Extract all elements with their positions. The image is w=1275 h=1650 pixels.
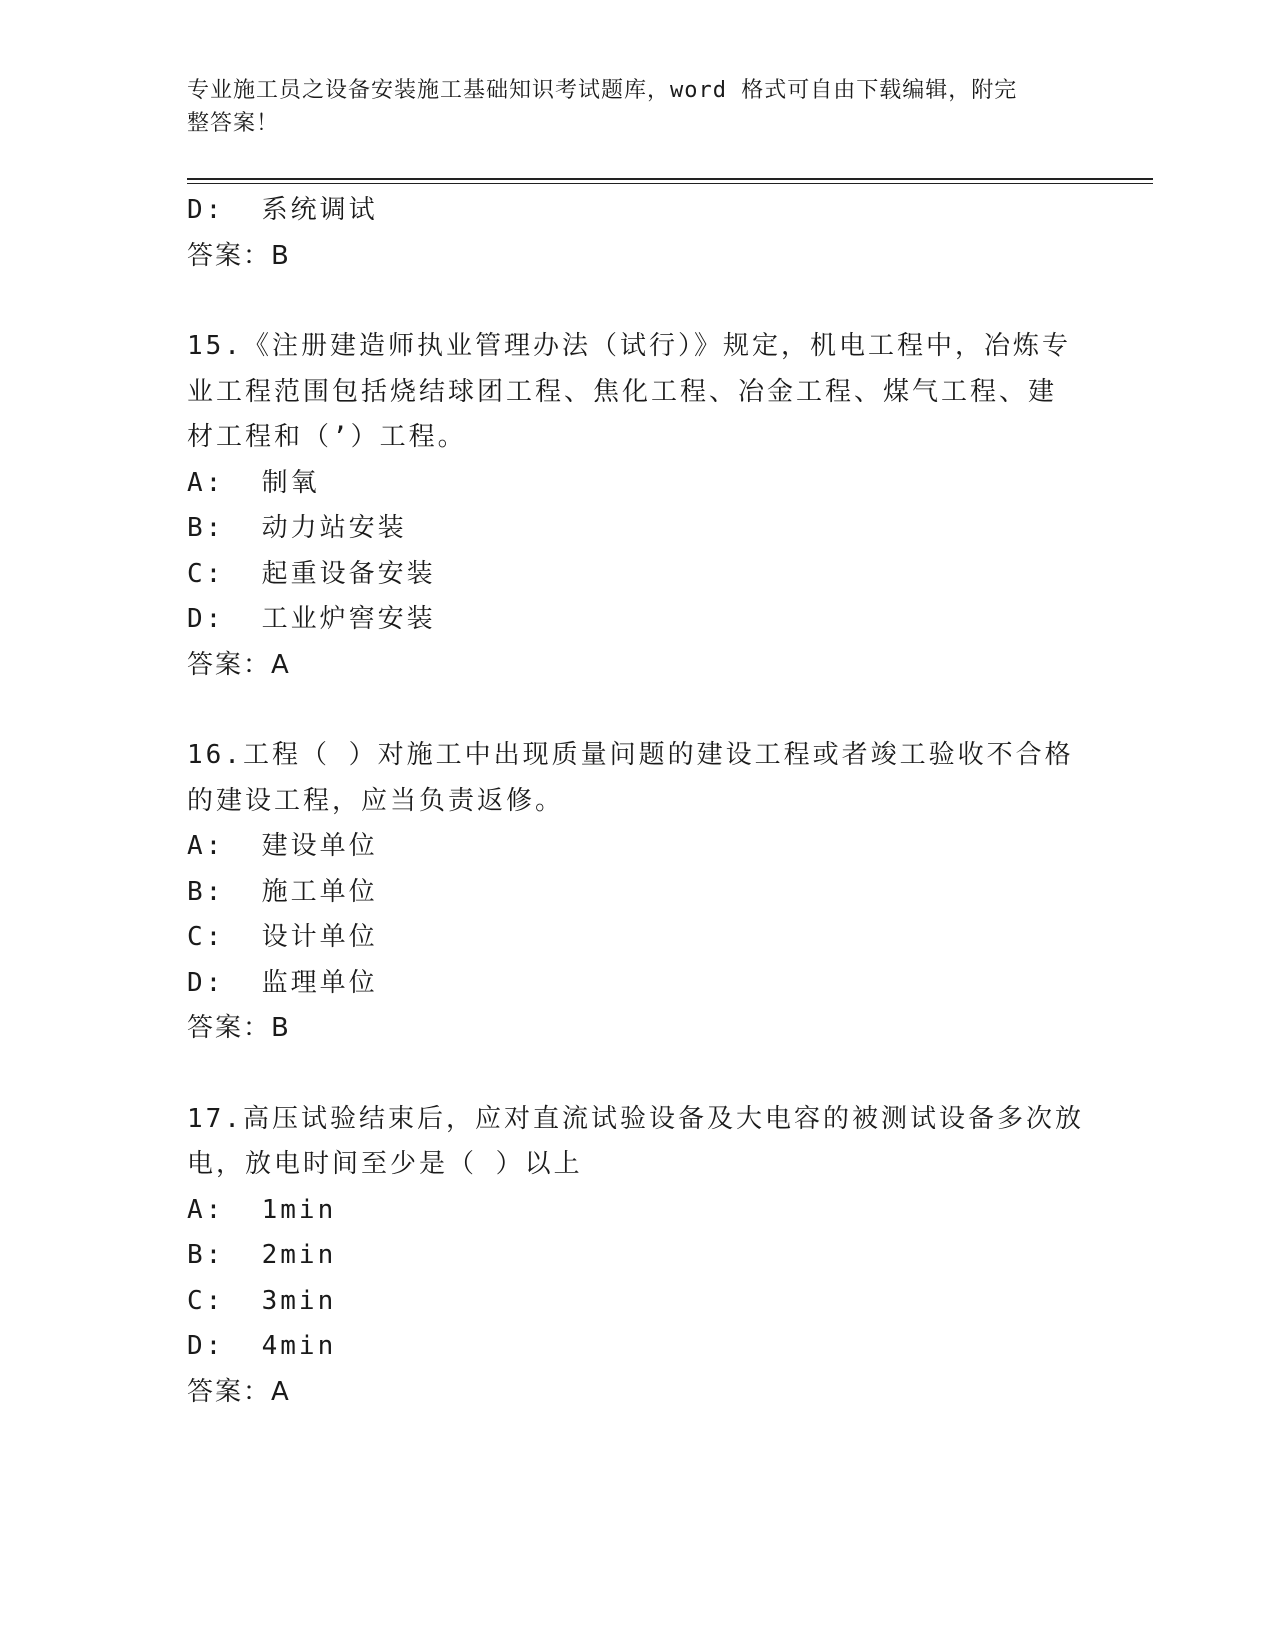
answer-line: 答案：A <box>187 649 291 680</box>
previous-question-tail <box>187 188 1087 279</box>
header-title-line2: 整答案！ <box>187 111 280 136</box>
question-text-line: 16.工程（ ）对施工中出现质量问题的建设工程或者竣工验收不合格 <box>187 740 1074 770</box>
question-text-line: 业工程范围包括烧结球团工程、焦化工程、冶金工程、煤气工程、建 <box>187 376 1058 407</box>
answer-line: 答案：B <box>187 240 291 271</box>
question-15 <box>187 324 1087 688</box>
question-text-line: 电，放电时间至少是（ ）以上 <box>187 1149 583 1179</box>
option-a: A: 建设单位 <box>187 831 378 861</box>
option-c: C: 3min <box>187 1285 337 1316</box>
question-17 <box>187 1097 1087 1416</box>
option-d: D: 工业炉窖安装 <box>187 604 436 634</box>
option-c: C: 设计单位 <box>187 922 378 952</box>
document-body <box>187 188 1087 1415</box>
question-text-line: 材工程和（’）工程。 <box>187 422 467 452</box>
option-a: A: 制氧 <box>187 467 320 498</box>
question-text-line: 17.高压试验结束后，应对直流试验设备及大电容的被测试设备多次放 <box>187 1103 1084 1134</box>
option-b: B: 动力站安装 <box>187 513 407 543</box>
document-header <box>187 74 1067 140</box>
question-16 <box>187 733 1087 1052</box>
option-b: B: 施工单位 <box>187 876 378 907</box>
header-divider-thin <box>187 183 1153 184</box>
option-b: B: 2min <box>187 1240 337 1270</box>
question-text-line: 的建设工程，应当负责返修。 <box>187 785 565 816</box>
option-c: C: 起重设备安装 <box>187 558 436 589</box>
header-divider-thick <box>187 178 1153 180</box>
option-a: A: 1min <box>187 1194 337 1225</box>
option-d: D: 监理单位 <box>187 967 378 998</box>
answer-line: 答案：B <box>187 1013 291 1043</box>
answer-line: 答案：A <box>187 1376 291 1407</box>
option-d: D: 4min <box>187 1331 337 1361</box>
option-d: D: 系统调试 <box>187 195 378 225</box>
header-title-line1: 专业施工员之设备安装施工基础知识考试题库，word 格式可自由下载编辑，附完 <box>187 78 1018 103</box>
question-text-line: 15.《注册建造师执业管理办法（试行）》规定，机电工程中，冶炼专 <box>187 331 1071 361</box>
